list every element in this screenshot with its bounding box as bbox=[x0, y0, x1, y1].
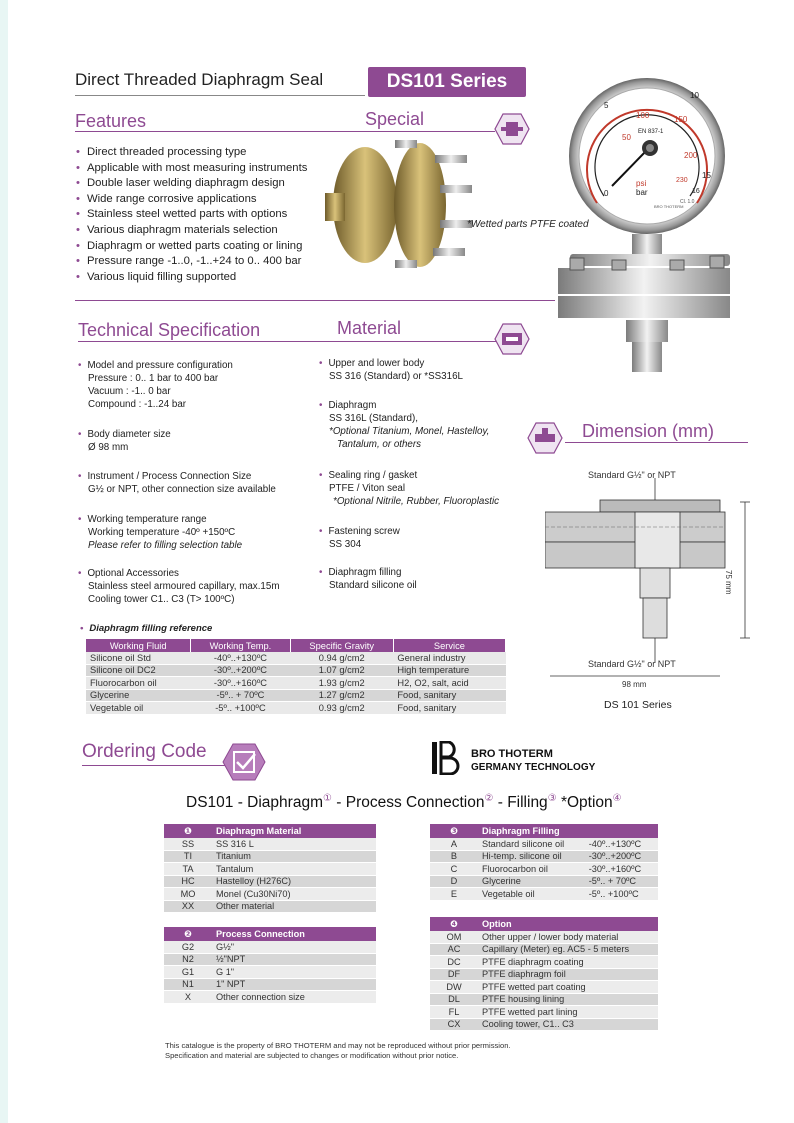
cell: PTFE wetted part coating bbox=[478, 981, 658, 994]
feature-item: • Stainless steel wetted parts with options bbox=[76, 207, 307, 223]
dimension-heading: Dimension (mm) bbox=[582, 421, 715, 441]
cell: Food, sanitary bbox=[393, 702, 505, 715]
table-row bbox=[430, 1006, 658, 1019]
cell: Tantalum bbox=[212, 863, 376, 876]
table-row bbox=[164, 888, 376, 901]
special-hex-icon bbox=[494, 113, 530, 145]
material-body-value: SS 316 (Standard) or *SS316L bbox=[329, 371, 463, 382]
cell: ½"NPT bbox=[212, 953, 376, 966]
material-filling bbox=[329, 566, 417, 592]
checkbox-hex-icon bbox=[222, 743, 266, 781]
cell: B bbox=[430, 850, 478, 863]
gauge-brand: BRO THOTERM bbox=[654, 204, 684, 209]
cell: MO bbox=[164, 888, 212, 901]
dimension-top-connection: Standard G½" or NPT bbox=[588, 470, 676, 480]
material-seal-heading: • Sealing ring / gasket bbox=[329, 469, 499, 482]
dimension-caption: DS 101 Series bbox=[604, 699, 672, 711]
cell: 0.94 g/cm2 bbox=[290, 652, 393, 664]
cell: G2 bbox=[164, 941, 212, 953]
table-row bbox=[430, 931, 658, 943]
spec-temperature-value: Working temperature -40º +150ºC bbox=[88, 527, 236, 538]
order-table-filling bbox=[430, 824, 658, 901]
table-row bbox=[430, 981, 658, 994]
filling-caption-text: Diaphragm filling reference bbox=[89, 623, 213, 634]
cell: XX bbox=[164, 900, 212, 913]
spec-accessories-cooling: Cooling tower C1.. C3 (T> 100ºC) bbox=[88, 594, 235, 605]
cell: G 1" bbox=[212, 966, 376, 979]
material-screw-value: SS 304 bbox=[329, 539, 362, 550]
order-table-connection bbox=[164, 927, 376, 1004]
filling-col-temp: Working Temp. bbox=[191, 639, 290, 652]
order-table-option bbox=[430, 917, 658, 1031]
spec-body bbox=[88, 428, 171, 454]
spec-connection-value: G½ or NPT, other connection size available bbox=[88, 484, 276, 495]
cell: PTFE wetted part lining bbox=[478, 1006, 658, 1019]
order-code-part: - Filling bbox=[493, 794, 548, 812]
spec-pressure: Pressure : 0.. 1 bar to 400 bar bbox=[88, 373, 219, 384]
table-row bbox=[430, 968, 658, 981]
cell: -5º.. + 70ºC bbox=[589, 875, 658, 888]
table-row bbox=[164, 850, 376, 863]
dimension-rule bbox=[565, 442, 748, 443]
material-seal-options: *Optional Nitrile, Rubber, Fluoroplastic bbox=[333, 496, 500, 507]
material-diaphragm-value: SS 316L (Standard), bbox=[329, 413, 418, 424]
order-code-formula bbox=[186, 793, 622, 812]
material-diaphragm-heading: • Diaphragm bbox=[329, 399, 489, 412]
features-rule bbox=[75, 131, 495, 132]
cell: 0.93 g/cm2 bbox=[290, 702, 393, 715]
cell: OM bbox=[430, 931, 478, 943]
cell: SS bbox=[164, 838, 212, 850]
table-row bbox=[164, 900, 376, 913]
gauge-class: Cl. 1.0 bbox=[680, 199, 695, 205]
order-code-mark: ③ bbox=[547, 793, 557, 804]
cell: H2, O2, salt, acid bbox=[393, 677, 505, 690]
cell: SS 316 L bbox=[212, 838, 376, 850]
material-diaphragm-options-2: Tantalum, or others bbox=[337, 439, 422, 450]
tech-spec-rule bbox=[78, 341, 498, 342]
filling-col-fluid: Working Fluid bbox=[86, 639, 191, 652]
gauge-tick-bar: 15 bbox=[702, 171, 711, 180]
brothoterm-logo bbox=[431, 741, 467, 775]
spec-vacuum: Vacuum : -1.. 0 bar bbox=[88, 386, 171, 397]
spec-temperature-heading: • Working temperature range bbox=[88, 513, 242, 526]
gauge-tick-bar: 0 bbox=[604, 189, 609, 198]
cell: Titanium bbox=[212, 850, 376, 863]
cell: AC bbox=[430, 943, 478, 956]
table-row bbox=[164, 953, 376, 966]
order-table-title: Process Connection bbox=[212, 927, 376, 941]
table-row bbox=[86, 652, 506, 664]
cell: -30º..+160ºC bbox=[191, 677, 290, 690]
cell: Other connection size bbox=[212, 991, 376, 1004]
special-heading: Special bbox=[365, 109, 425, 129]
cell: PTFE housing lining bbox=[478, 993, 658, 1006]
cell: -5º.. + 70ºC bbox=[191, 689, 290, 702]
features-list bbox=[76, 145, 307, 285]
spec-temperature-note: Please refer to filling selection table bbox=[88, 540, 243, 551]
table-row bbox=[430, 943, 658, 956]
feature-item: • Applicable with most measuring instruments bbox=[76, 161, 307, 177]
material-diaphragm bbox=[329, 399, 489, 451]
cell: X bbox=[164, 991, 212, 1004]
material-diaphragm-options: *Optional Titanium, Monel, Hastelloy, bbox=[329, 426, 490, 437]
cell: -30º..+160ºC bbox=[589, 863, 658, 876]
cell: N2 bbox=[164, 953, 212, 966]
order-table-number: ❹ bbox=[430, 917, 478, 931]
dimension-height: 75 mm bbox=[724, 570, 733, 595]
order-code-mark: ② bbox=[484, 793, 494, 804]
dimension-width: 98 mm bbox=[622, 680, 647, 689]
table-row bbox=[430, 875, 658, 888]
cell: Other material bbox=[212, 900, 376, 913]
cell: DC bbox=[430, 956, 478, 969]
table-row bbox=[164, 991, 376, 1004]
table-row bbox=[430, 888, 658, 901]
page-title: Direct Threaded Diaphragm Seal bbox=[75, 70, 324, 89]
cell: PTFE diaphragm coating bbox=[478, 956, 658, 969]
cell: A bbox=[430, 838, 478, 850]
cell: CX bbox=[430, 1018, 478, 1031]
cell: Food, sanitary bbox=[393, 689, 505, 702]
table-row bbox=[86, 702, 506, 715]
order-table-title: Diaphragm Material bbox=[212, 824, 376, 838]
title-underline bbox=[75, 95, 365, 96]
feature-item: • Direct threaded processing type bbox=[76, 145, 307, 161]
material-screw bbox=[329, 525, 400, 551]
table-header bbox=[86, 639, 506, 652]
table-row bbox=[430, 1018, 658, 1031]
spec-connection-heading: • Instrument / Process Connection Size bbox=[88, 470, 276, 483]
gauge-unit-psi: psi bbox=[636, 179, 647, 188]
cell: E bbox=[430, 888, 478, 901]
gauge-tick-psi: 150 bbox=[674, 115, 688, 124]
gauge-tick-psi: 50 bbox=[622, 133, 631, 142]
filling-table bbox=[86, 639, 506, 715]
table-row bbox=[164, 875, 376, 888]
table-row bbox=[164, 978, 376, 991]
cell: PTFE diaphragm foil bbox=[478, 968, 658, 981]
cell: 1" NPT bbox=[212, 978, 376, 991]
cell: Other upper / lower body material bbox=[478, 931, 658, 943]
footer-disclaimer bbox=[165, 1041, 511, 1061]
cell: C bbox=[430, 863, 478, 876]
cell: Standard silicone oil bbox=[478, 838, 589, 850]
gauge-tick-psi: 200 bbox=[684, 151, 698, 160]
ordering-rule bbox=[82, 765, 232, 766]
cell: Silicone oil DC2 bbox=[86, 664, 191, 677]
cell: G½" bbox=[212, 941, 376, 953]
order-table-number: ❷ bbox=[164, 927, 212, 941]
cell: Cooling tower, C1.. C3 bbox=[478, 1018, 658, 1031]
spec-accessories-heading: • Optional Accessories bbox=[88, 567, 279, 580]
table-row bbox=[164, 863, 376, 876]
gauge-tick-bar: 16 bbox=[692, 188, 700, 195]
gauge-tick-psi: 230 bbox=[676, 177, 688, 184]
brand-tagline: GERMANY TECHNOLOGY bbox=[471, 762, 596, 773]
cell: G1 bbox=[164, 966, 212, 979]
cell: D bbox=[430, 875, 478, 888]
feature-item: • Double laser welding diaphragm design bbox=[76, 176, 307, 192]
order-table-title: Option bbox=[478, 917, 658, 931]
feature-item: • Various diaphragm materials selection bbox=[76, 223, 307, 239]
spec-body-value: Ø 98 mm bbox=[88, 442, 129, 453]
material-seal-value: PTFE / Viton seal bbox=[329, 483, 406, 494]
cell: -40º..+130ºC bbox=[191, 652, 290, 664]
cell: Glycerine bbox=[86, 689, 191, 702]
spec-accessories bbox=[88, 567, 279, 606]
cell: TA bbox=[164, 863, 212, 876]
feature-item: • Wide range corrosive applications bbox=[76, 192, 307, 208]
table-row bbox=[86, 689, 506, 702]
table-row bbox=[86, 664, 506, 677]
table-row bbox=[430, 863, 658, 876]
cell: Hi-temp. silicone oil bbox=[478, 850, 589, 863]
cell: -30º..+200ºC bbox=[191, 664, 290, 677]
top-section-rule bbox=[75, 300, 555, 301]
material-filling-heading: • Diaphragm filling bbox=[329, 566, 417, 579]
table-row bbox=[86, 677, 506, 690]
special-note: *Wetted parts PTFE coated bbox=[467, 219, 589, 230]
cell: Capillary (Meter) eg. AC5 - 5 meters bbox=[478, 943, 658, 956]
cell: Vegetable oil bbox=[86, 702, 191, 715]
table-row bbox=[430, 838, 658, 850]
table-row bbox=[164, 838, 376, 850]
order-code-mark: ④ bbox=[612, 793, 622, 804]
cell: TI bbox=[164, 850, 212, 863]
dimension-bottom-connection: Standard G½" or NPT bbox=[588, 659, 676, 669]
cell: 1.07 g/cm2 bbox=[290, 664, 393, 677]
cell: Fluorocarbon oil bbox=[86, 677, 191, 690]
footer-line: This catalogue is the property of BRO THOTERM and may not be reproduced without prior permission. bbox=[165, 1041, 511, 1050]
order-code-part: DS101 - Diaphragm bbox=[186, 794, 323, 812]
spec-model bbox=[88, 359, 233, 411]
tech-spec-heading: Technical Specification bbox=[78, 320, 261, 340]
cell: FL bbox=[430, 1006, 478, 1019]
left-edge-strip bbox=[0, 0, 8, 1123]
ordering-heading: Ordering Code bbox=[82, 741, 207, 762]
cell: Monel (Cu30Ni70) bbox=[212, 888, 376, 901]
table-row bbox=[430, 993, 658, 1006]
cell: DL bbox=[430, 993, 478, 1006]
material-hex-icon bbox=[494, 323, 530, 355]
cell: N1 bbox=[164, 978, 212, 991]
table-row bbox=[164, 966, 376, 979]
cell: HC bbox=[164, 875, 212, 888]
cell: 1.93 g/cm2 bbox=[290, 677, 393, 690]
order-code-mark: ① bbox=[322, 793, 332, 804]
cell: DF bbox=[430, 968, 478, 981]
features-heading: Features bbox=[75, 111, 147, 131]
cell: High temperature bbox=[393, 664, 505, 677]
filling-caption: • Diaphragm filling reference bbox=[80, 623, 213, 634]
material-seal bbox=[329, 469, 499, 508]
feature-item: • Pressure range -1..0, -1..+24 to 0.. 400 bar bbox=[76, 254, 307, 270]
spec-body-heading: • Body diameter size bbox=[88, 428, 171, 441]
brand-name: BRO THOTERM bbox=[471, 748, 553, 760]
cell: Glycerine bbox=[478, 875, 589, 888]
table-row bbox=[430, 956, 658, 969]
order-table-number: ❸ bbox=[430, 824, 478, 838]
material-screw-heading: • Fastening screw bbox=[329, 525, 400, 538]
spec-accessories-capillary: Stainless steel armoured capillary, max.15m bbox=[88, 581, 280, 592]
footer-line: Specification and material are subjected to changes or modification without prior notice. bbox=[165, 1051, 459, 1060]
gauge-unit-bar: bar bbox=[636, 188, 648, 197]
cell: DW bbox=[430, 981, 478, 994]
material-heading: Material bbox=[337, 318, 402, 338]
filling-col-service: Service bbox=[393, 639, 505, 652]
series-badge: DS101 Series bbox=[368, 67, 526, 97]
table-row bbox=[430, 850, 658, 863]
material-body-heading: • Upper and lower body bbox=[329, 357, 463, 370]
gauge-tick-bar: 5 bbox=[604, 101, 609, 110]
order-table-title: Diaphragm Filling bbox=[478, 824, 658, 838]
cell: Fluorocarbon oil bbox=[478, 863, 589, 876]
gauge-tick-psi: 100 bbox=[636, 111, 650, 120]
order-code-part: - Process Connection bbox=[331, 794, 485, 812]
order-code-part: *Option bbox=[556, 794, 613, 812]
order-table-diaphragm bbox=[164, 824, 376, 913]
cell: -5º.. +100ºC bbox=[191, 702, 290, 715]
table-row bbox=[164, 941, 376, 953]
cell: 1.27 g/cm2 bbox=[290, 689, 393, 702]
spec-compound: Compound : -1..24 bar bbox=[88, 399, 187, 410]
product-photo-flanges bbox=[325, 135, 475, 275]
cell: -5º.. +100ºC bbox=[589, 888, 658, 901]
cell: -30º..+200ºC bbox=[589, 850, 658, 863]
feature-item: • Various liquid filling supported bbox=[76, 270, 307, 286]
filling-col-gravity: Specific Gravity bbox=[290, 639, 393, 652]
spec-temperature bbox=[88, 513, 242, 552]
gauge-standard: EN 837-1 bbox=[638, 129, 664, 135]
material-filling-value: Standard silicone oil bbox=[329, 580, 417, 591]
cell: -40º..+130ºC bbox=[589, 838, 658, 850]
cell: General industry bbox=[393, 652, 505, 664]
spec-model-heading: • Model and pressure configuration bbox=[88, 359, 233, 372]
cell: Silicone oil Std bbox=[86, 652, 191, 664]
cell: Vegetable oil bbox=[478, 888, 589, 901]
spec-connection bbox=[88, 470, 276, 496]
material-body bbox=[329, 357, 463, 383]
gauge-tick-bar: 10 bbox=[690, 91, 699, 100]
feature-item: • Diaphragm or wetted parts coating or lining bbox=[76, 239, 307, 255]
cell: Hastelloy (H276C) bbox=[212, 875, 376, 888]
dimension-hex-icon bbox=[527, 422, 563, 454]
order-table-number: ❶ bbox=[164, 824, 212, 838]
